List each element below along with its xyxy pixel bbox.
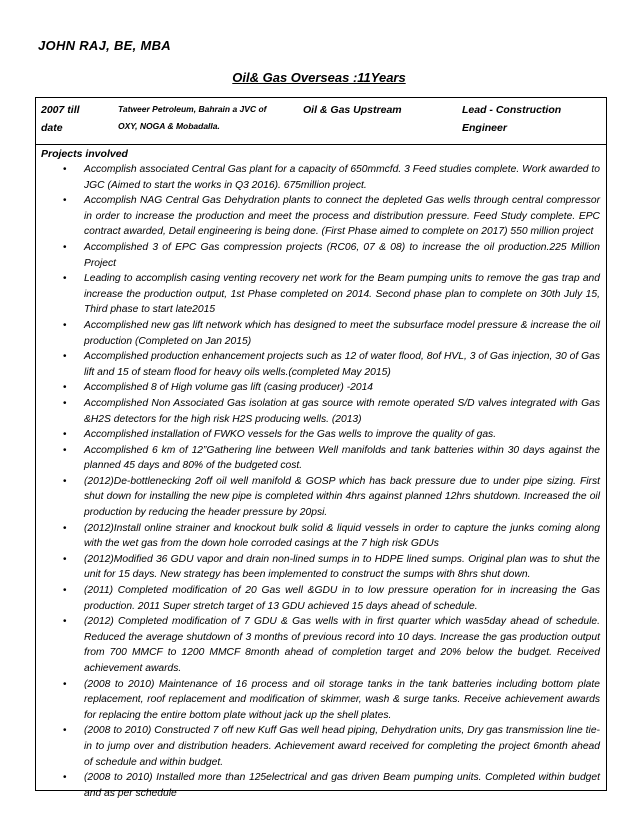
list-item: • (2012)Modified 36 GDU vapor and drain non-lined sumps in to HDPE lined sumps. Original plan was to shut the unit for 15 days. New strategy has been implemented to construct the sumps with 8hrs shut down. [41,552,606,583]
list-item: • (2008 to 2010) Constructed 7 off new Kuff Gas well head piping, Dehydration units, Dry gas transmission line tie-in to jump over and distribution headers. Achievement award received for completing the project 6month ahead of schedule and within budget. [41,723,606,770]
job-date: 2007 till date [41,104,80,134]
job-company: Tatweer Petroleum, Bahrain a JVC of OXY, NOGA & Mobadalla. [118,104,267,131]
section-title: Oil& Gas Overseas :11Years [232,70,406,85]
list-item: • Accomplished 3 of EPC Gas compression projects (RC06, 07 & 08) to increase the oil production.225 Million Project [41,240,606,271]
list-item: • (2008 to 2010) Maintenance of 16 process and oil storage tanks in the tank batteries including bottom plate replacement, roof replacement and modification of skimmer, wash & surge tanks. Receive achievement awards for replacing the entire bottom plate without jack up the shell plates. [41,677,606,724]
job-table [35,97,607,145]
candidate-name: JOHN RAJ, BE, MBA [38,38,171,53]
list-item: • Accomplished installation of FWKO vessels for the Gas wells to improve the quality of gas. [41,427,606,443]
list-item: • (2011) Completed modification of 20 Gas well &GDU in to low pressure operation for in increasing the Gas production. 2011 Super stretch target of 13 GDU achieved 15 days ahead of schedule. [41,583,606,614]
projects-list [41,162,606,801]
projects-heading: Projects involved [41,148,128,160]
list-item: • (2008 to 2010) Installed more than 125electrical and gas driven Beam pumping units. Completed within budget and as per schedule [41,770,606,801]
job-sector: Oil & Gas Upstream [303,104,402,116]
list-item: • Accomplished Non Associated Gas isolation at gas source with remote operated S/D valves integrated with Gas &H2S detectors for the high risk H2S producing wells. (2013) [41,396,606,427]
list-item: • Accomplished new gas lift network which has designed to meet the subsurface model pressure & increase the oil production (Completed on Jan 2015) [41,318,606,349]
list-item: • Accomplished 8 of High volume gas lift (casing producer) -2014 [41,380,606,396]
list-item: • (2012)Install online strainer and knockout bulk solid & liquid vessels in order to capture the junks coming along with the wet gas from the down hole corroded casings at the 7 high risk GDUs [41,521,606,552]
projects-section [35,145,607,799]
job-role: Lead - Construction Engineer [462,104,562,134]
list-item: • Accomplish NAG Central Gas Dehydration plants to connect the depleted Gas wells through central compressor in order to increase the production and meet the process and distribution pressure. Feed Study complete. EPC contract awarded, Detail engineering is being done. (First Phase aimed to complete on 2017) 550 million project [41,193,606,240]
list-item: • Leading to accomplish casing venting recovery net work for the Beam pumping units to remove the gas trap and increase the production output, 1st Phase completed on 2014. Second phase plan to complete on 30th July 15, Third phase to start late2015 [41,271,606,318]
list-item: • (2012)De-bottlenecking 2off oil well manifold & GOSP which has back pressure due to under pipe sizing. First shut down for installing the new pipe is completed within 4hrs against planned 12hrs shutdown. Increased the oil production by reducing the header pressure by 20psi. [41,474,606,521]
list-item: • Accomplished 6 km of 12”Gathering line between Well manifolds and tank batteries within 30 days against the planned 45 days and 80% of the budgeted cost. [41,443,606,474]
list-item: • Accomplished production enhancement projects such as 12 of water flood, 8of HVL, 3 of Gas injection, 30 of Gas lift and 15 of steam flood for heavy oils wells.(completed May 2015) [41,349,606,380]
list-item: • (2012) Completed modification of 7 GDU & Gas wells with in first quarter which was5day ahead of schedule. Reduced the average shutdown of 3 months of previous record into 10 days. Increase the gas production output from 700 MMCF to 1200 MMCF 8month ahead of completion target and 20% below the budget. Received achievement awards. [41,614,606,676]
list-item: • Accomplish associated Central Gas plant for a capacity of 650mmcfd. 3 Feed studies complete. Work awarded to JGC (Aimed to start the works in Q3 2016). 675million project. [41,162,606,193]
